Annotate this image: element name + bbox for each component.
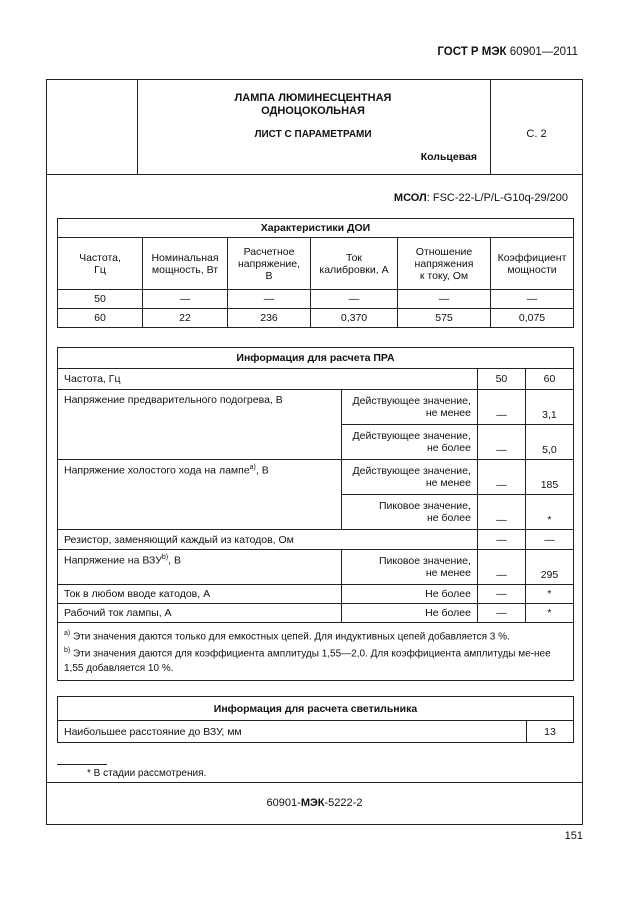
sheet-code-iec: МЭК xyxy=(300,797,325,809)
lamp-title xyxy=(137,92,489,118)
ocv-rms-60: 185 xyxy=(525,460,573,495)
doi-header-text: Номинальная xyxy=(151,251,219,264)
doi-cell: 0,075 xyxy=(491,309,574,328)
frequency-50: 50 xyxy=(477,369,525,390)
condition-text: не менее xyxy=(425,407,471,419)
doi-header-text: напряжения xyxy=(414,257,474,270)
ocv-peak-50: — xyxy=(477,495,525,530)
page-number: 151 xyxy=(564,830,583,842)
footnote-rule xyxy=(57,764,107,765)
frequency-label: Частота, Гц xyxy=(58,369,478,390)
doi-header-text: Коэффициент xyxy=(497,251,567,264)
doi-title: Характеристики ДОИ xyxy=(58,219,574,238)
ocv-peak-60: * xyxy=(525,495,573,530)
doi-header-text: мощности xyxy=(507,263,557,276)
luminaire-table xyxy=(57,696,574,743)
doi-header-ratio xyxy=(398,238,491,290)
cathode-current-60: * xyxy=(525,585,573,604)
doi-cell: 22 xyxy=(143,309,228,328)
standard-designation xyxy=(437,46,578,58)
footnote: * В стадии рассмотрения. xyxy=(87,768,207,779)
doi-cell: 575 xyxy=(398,309,491,328)
standard-prefix: ГОСТ Р МЭК xyxy=(437,46,507,58)
sheet-code xyxy=(47,797,582,809)
lamp-title-line2: ОДНОЦОКОЛЬНАЯ xyxy=(261,105,365,117)
ignition-label-text: Напряжение на ВЗУ xyxy=(64,554,162,567)
lamp-type: Кольцевая xyxy=(420,151,477,163)
doi-cell: 50 xyxy=(58,290,143,309)
ocv-label-text: Напряжение холостого хода на лампе xyxy=(64,464,250,477)
parameter-sheet-frame xyxy=(46,79,583,825)
resistor-60: — xyxy=(525,530,573,550)
note-a xyxy=(64,627,567,644)
doi-cell: 236 xyxy=(228,309,311,328)
lamp-title-line1: ЛАМПА ЛЮМИНЕСЦЕНТНАЯ xyxy=(234,92,392,104)
preheat-min-60: 3,1 xyxy=(525,390,573,425)
preheat-label: Напряжение предварительного подогрева, В xyxy=(58,390,342,460)
cathode-current-50: — xyxy=(477,585,525,604)
sheet-code-prefix: 60901- xyxy=(266,797,301,809)
ignition-peak-label xyxy=(342,550,478,585)
condition-text: Действующее значение, xyxy=(352,465,471,477)
footnote-marker-b: b) xyxy=(161,554,169,561)
doi-header-text: Отношение xyxy=(415,245,473,258)
sheet-page-ref: С. 2 xyxy=(526,128,547,140)
note-a-text: Эти значения даются только для емкостных цепей. Для индуктивных цепей добавляется 3 %. xyxy=(70,631,510,643)
doi-header-text: Гц xyxy=(94,263,106,276)
preheat-max-50: — xyxy=(477,425,525,460)
luminaire-title: Информация для расчета светильника xyxy=(58,697,574,721)
preheat-max-label xyxy=(342,425,478,460)
note-b xyxy=(64,644,567,675)
msol-label: МСОЛ xyxy=(393,192,427,204)
doi-cell: 60 xyxy=(58,309,143,328)
note-b-text: Эти значения даются для коэффициента амплитуды 1,55—2,0. Для коэффициента амплитуды ме-нее 1,55 добавляется 10 %. xyxy=(64,648,551,674)
ocv-rms-label xyxy=(342,460,478,495)
condition-text: Действующее значение, xyxy=(352,430,471,442)
resistor-50: — xyxy=(477,530,525,550)
msol-code xyxy=(394,192,568,204)
ballast-notes xyxy=(58,623,574,681)
condition-text: не менее xyxy=(425,477,471,489)
condition-text: не менее xyxy=(425,567,471,579)
doi-header-voltage xyxy=(228,238,311,290)
doi-cell: — xyxy=(143,290,228,309)
msol-value: : FSC-22-L/P/L-G10q-29/200 xyxy=(426,192,568,204)
condition-text: не более xyxy=(426,512,471,524)
footnote-marker-a: a) xyxy=(249,464,256,471)
doi-cell: — xyxy=(228,290,311,309)
operating-current-label: Рабочий ток лампы, А xyxy=(58,604,342,623)
doi-cell: — xyxy=(311,290,398,309)
doi-table xyxy=(57,218,574,328)
preheat-max-60: 5,0 xyxy=(525,425,573,460)
ballast-table xyxy=(57,347,574,681)
ocv-rms-50: — xyxy=(477,460,525,495)
ignition-60: 295 xyxy=(525,550,573,585)
cathode-current-condition: Не более xyxy=(342,585,478,604)
sheet-code-suffix: -5222-2 xyxy=(324,797,363,809)
frame-footer-top xyxy=(47,782,582,783)
frequency-60: 60 xyxy=(525,369,573,390)
ocv-peak-label xyxy=(342,495,478,530)
condition-text: Действующее значение, xyxy=(352,395,471,407)
ignition-50: — xyxy=(477,550,525,585)
doi-header-text: Расчетное xyxy=(243,245,295,258)
ignition-label xyxy=(58,550,342,585)
doi-row-60 xyxy=(58,309,574,328)
doi-header-power-factor xyxy=(491,238,574,290)
condition-text: Пиковое значение, xyxy=(378,500,471,512)
operating-current-60: * xyxy=(525,604,573,623)
ocv-unit: , В xyxy=(255,464,269,477)
sheet-title: ЛИСТ С ПАРАМЕТРАМИ xyxy=(254,129,372,140)
ballast-title: Информация для расчета ПРА xyxy=(58,348,574,369)
doi-header-text: к току, Ом xyxy=(419,269,469,282)
frame-header-bottom xyxy=(47,174,582,175)
condition-text: Пиковое значение, xyxy=(378,555,471,567)
ocv-label xyxy=(58,460,342,530)
max-distance-label: Наибольшее расстояние до ВЗУ, мм xyxy=(58,721,527,743)
operating-current-condition: Не более xyxy=(342,604,478,623)
note-a-marker: a) xyxy=(64,630,71,637)
standard-number: 60901—2011 xyxy=(509,46,578,58)
preheat-min-50: — xyxy=(477,390,525,425)
ignition-unit: , В xyxy=(168,554,181,567)
doi-header-power xyxy=(143,238,228,290)
preheat-min-label xyxy=(342,390,478,425)
max-distance-value: 13 xyxy=(527,721,574,743)
operating-current-50: — xyxy=(477,604,525,623)
resistor-label: Резистор, заменяющий каждый из катодов, Ом xyxy=(58,530,478,550)
doi-header-current xyxy=(311,238,398,290)
frame-divider-right xyxy=(490,80,491,174)
doi-header-text: В xyxy=(265,269,273,282)
cathode-current-label: Ток в любом вводе катодов, А xyxy=(58,585,342,604)
doi-header-text: напряжение, xyxy=(237,257,300,270)
doi-header-frequency xyxy=(58,238,143,290)
note-b-marker: b) xyxy=(64,647,71,655)
doi-header-text: калибровки, А xyxy=(319,263,389,276)
doi-header-text: Ток xyxy=(345,251,363,264)
doi-header-text: мощность, Вт xyxy=(151,263,219,276)
condition-text: не более xyxy=(426,442,471,454)
doi-cell: — xyxy=(398,290,491,309)
doi-cell: — xyxy=(491,290,574,309)
doi-cell: 0,370 xyxy=(311,309,398,328)
doi-header-text: Частота, xyxy=(79,251,121,264)
doi-row-50 xyxy=(58,290,574,309)
